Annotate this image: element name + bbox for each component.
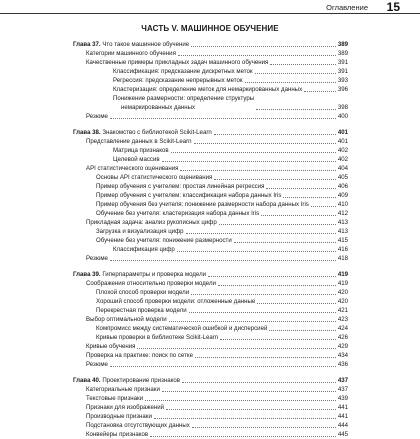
toc-entry[interactable] [73, 430, 348, 439]
page-ref: 445 [337, 431, 348, 438]
toc-entry[interactable] [73, 49, 348, 58]
toc-chapter-37[interactable] [73, 40, 348, 49]
page-ref: 444 [337, 422, 348, 429]
dot-leader [171, 152, 336, 153]
page-ref: 420 [337, 298, 348, 305]
entry-title: Регрессия: предсказание непрерывных меток [113, 77, 243, 84]
page-number: 15 [386, 0, 400, 14]
entry-title: Кривые обучения [86, 343, 136, 350]
dot-leader [311, 206, 336, 207]
toc-entry[interactable] [73, 155, 348, 164]
entry-title: Кластеризация: определение меток для немаркированных данных [113, 86, 303, 93]
entry-title: Категории машинного обучения [86, 50, 176, 57]
toc-entry[interactable] [73, 94, 348, 112]
dot-leader [150, 436, 336, 437]
entry-title: Прикладная задача: анализ рукописных цифр [86, 219, 217, 226]
dot-leader [304, 91, 336, 92]
entry-title: Качественные примеры прикладных задач машинного обучения [86, 59, 269, 66]
toc-entry[interactable] [73, 394, 348, 403]
toc-entry[interactable] [73, 306, 348, 315]
page-ref: 434 [337, 352, 348, 359]
entry-title: Производные признаки [86, 413, 152, 420]
chapter-title: Знакомство с библиотекой Scikit-Learn [102, 129, 212, 136]
page-ref: 413 [337, 219, 348, 226]
toc-entry[interactable] [73, 351, 348, 360]
entry-title: Перекрестная проверка модели [96, 307, 187, 314]
entry-title: Компромисс между систематической ошибкой и дисперсией [96, 325, 268, 332]
page-ref: 421 [337, 307, 348, 314]
dot-leader [191, 46, 336, 47]
page-ref: 405 [337, 174, 348, 181]
toc-entry[interactable] [73, 58, 348, 67]
toc-entry[interactable] [73, 360, 348, 369]
toc-entry[interactable] [73, 85, 348, 94]
page-ref: 441 [337, 404, 348, 411]
toc-entry[interactable] [73, 76, 348, 85]
entry-title: Классификация цифр [113, 246, 175, 253]
page-ref: 393 [337, 77, 348, 84]
chapter-label: Глава 40. [73, 377, 101, 384]
page-ref: 398 [337, 104, 348, 111]
page-ref: 437 [337, 377, 348, 384]
entry-title: Матрица признаков [113, 147, 169, 154]
dot-leader [269, 330, 335, 331]
page-ref: 406 [337, 183, 348, 190]
dot-leader [137, 348, 335, 349]
entry-title: Плохой способ проверки модели [96, 289, 190, 296]
entry-title: Категориальные признаки [86, 386, 160, 393]
entry-title: Признаки для изображений [86, 404, 165, 411]
page-ref: 410 [337, 201, 348, 208]
dot-leader [234, 242, 336, 243]
page-ref: 391 [337, 59, 348, 66]
chapter-label: Глава 38. [73, 129, 101, 136]
dot-leader [257, 303, 336, 304]
spacer [73, 121, 348, 128]
toc-entry[interactable] [73, 403, 348, 412]
toc-chapter-38[interactable] [73, 128, 348, 137]
page-ref: 429 [337, 343, 348, 350]
toc-entry[interactable] [73, 297, 348, 306]
dot-leader [255, 73, 336, 74]
entry-title: Обучение без учителя: понижение размерности [96, 237, 232, 244]
page-ref: 423 [337, 316, 348, 323]
toc-entry[interactable] [73, 191, 348, 200]
entry-title: Пример обучения без учителя: понижение размерности набора данных Iris [96, 201, 309, 208]
entry-title: Основы API статистического оценивания [96, 174, 213, 181]
dot-leader [256, 109, 336, 110]
header-rule [0, 13, 420, 14]
toc-entry[interactable] [73, 200, 348, 209]
dot-leader [180, 170, 335, 171]
page-ref: 402 [337, 147, 348, 154]
entry-title: Пример обучения с учителем: простая линейная регрессия [96, 183, 265, 190]
page-ref: 402 [337, 156, 348, 163]
page-ref: 415 [337, 237, 348, 244]
chapter-label: Глава 39. [73, 271, 101, 278]
toc-entry[interactable] [73, 112, 348, 121]
dot-leader [182, 382, 336, 383]
table-of-contents [73, 40, 348, 439]
entry-title: Выбор оптимальной модели [86, 316, 167, 323]
dot-leader [192, 427, 336, 428]
page-ref: 420 [337, 289, 348, 296]
page-ref: 401 [337, 129, 348, 136]
dot-leader [162, 391, 336, 392]
dot-leader [214, 179, 335, 180]
dot-leader [178, 55, 336, 56]
page-ref: 419 [337, 271, 348, 278]
toc-entry[interactable] [73, 218, 348, 227]
chapter-title: Проектирование признаков [102, 377, 181, 384]
toc-entry[interactable] [73, 67, 348, 76]
page-ref: 412 [337, 210, 348, 217]
chapter-title: Гиперпараметры и проверка модели [102, 271, 207, 278]
entry-title: Конвейеры признаков [86, 431, 149, 438]
dot-leader [189, 312, 336, 313]
page-ref: 413 [337, 228, 348, 235]
page-ref: 441 [337, 413, 348, 420]
page-ref: 437 [337, 386, 348, 393]
page-ref: 401 [337, 138, 348, 145]
toc-entry[interactable] [73, 279, 348, 288]
page-ref: 391 [337, 68, 348, 75]
toc-entry[interactable] [73, 421, 348, 430]
toc-entry[interactable] [73, 254, 348, 263]
toc-entry[interactable] [73, 315, 348, 324]
entry-title: Пример обучения с учителем: классификация набора данных Iris [96, 192, 282, 199]
entry-title: API статистического оценивания [86, 165, 179, 172]
dot-leader [220, 339, 336, 340]
dot-leader [191, 294, 336, 295]
dot-leader [195, 357, 336, 358]
toc-entry[interactable] [73, 288, 348, 297]
toc-chapter-39[interactable] [73, 270, 348, 279]
entry-title: Резюме [86, 113, 108, 120]
toc-entry[interactable] [73, 342, 348, 351]
dot-leader [145, 400, 336, 401]
spacer [73, 369, 348, 376]
dot-leader [110, 260, 336, 261]
spacer [73, 263, 348, 270]
dot-leader [283, 197, 335, 198]
toc-entry[interactable] [73, 137, 348, 146]
page-ref: 389 [337, 50, 348, 57]
toc-chapter-40[interactable] [73, 376, 348, 385]
entry-title: Подстановка отсутствующих данных [86, 422, 190, 429]
running-head [0, 0, 420, 14]
toc-entry[interactable] [73, 236, 348, 245]
dot-leader [166, 409, 336, 410]
dot-leader [208, 276, 336, 277]
page-ref: 404 [337, 165, 348, 172]
entry-title: Соображения относительно проверки модели [86, 280, 216, 287]
entry-title: Целевой массив [113, 156, 160, 163]
entry-title: Кривые проверки в библиотеке Scikit-Learn [96, 334, 219, 341]
toc-entry[interactable] [73, 245, 348, 254]
toc-entry[interactable] [73, 209, 348, 218]
page-ref: 418 [337, 255, 348, 262]
dot-leader [270, 64, 335, 65]
page-ref: 409 [337, 192, 348, 199]
entry-title-line-1: Понижение размерности: определение структуры [113, 95, 255, 102]
page-ref: 419 [337, 280, 348, 287]
entry-title: Обучение без учителя: кластеризация набора данных Iris [96, 210, 260, 217]
dot-leader [214, 134, 336, 135]
entry-title: Представление данных в Scikit-Learn [86, 138, 192, 145]
entry-title: Резюме [86, 361, 108, 368]
entry-title: Загрузка и визуализация цифр [96, 228, 184, 235]
entry-title: Проверка на практике: поиск по сетке [86, 352, 193, 359]
toc-entry[interactable] [73, 182, 348, 191]
toc-entry[interactable] [73, 146, 348, 155]
entry-title: Резюме [86, 255, 108, 262]
page-ref: 436 [337, 361, 348, 368]
toc-entry[interactable] [73, 173, 348, 182]
entry-title: Классификация: предсказание дискретных меток [113, 68, 253, 75]
dot-leader [110, 118, 336, 119]
entry-title: Текстовые признаки [86, 395, 144, 402]
dot-leader [169, 321, 336, 322]
dot-leader [218, 285, 336, 286]
dot-leader [219, 224, 336, 225]
toc-entry[interactable] [73, 324, 348, 333]
running-head-label: Оглавление [326, 3, 368, 12]
toc-entry[interactable] [73, 164, 348, 173]
page-ref: 424 [337, 325, 348, 332]
dot-leader [177, 251, 336, 252]
chapter-title: Что такое машинное обучение [102, 41, 190, 48]
toc-entry[interactable] [73, 227, 348, 236]
dot-leader [186, 233, 336, 234]
page-ref: 439 [337, 395, 348, 402]
dot-leader [245, 82, 336, 83]
dot-leader [266, 188, 335, 189]
page-ref: 426 [337, 334, 348, 341]
toc-entry[interactable] [73, 385, 348, 394]
dot-leader [194, 143, 336, 144]
page-ref: 396 [337, 86, 348, 93]
entry-title: Хороший способ проверки модели: отложенные данные [96, 298, 256, 305]
dot-leader [154, 418, 336, 419]
dot-leader [261, 215, 336, 216]
chapter-label: Глава 37. [73, 41, 101, 48]
entry-title-line-2: немаркированных данных [121, 104, 196, 111]
toc-entry[interactable] [73, 333, 348, 342]
page-ref: 416 [337, 246, 348, 253]
dot-leader [162, 161, 336, 162]
dot-leader [110, 366, 336, 367]
page-ref: 400 [337, 113, 348, 120]
part-title: ЧАСТЬ V. МАШИННОЕ ОБУЧЕНИЕ [141, 24, 279, 33]
page-ref: 389 [337, 41, 348, 48]
